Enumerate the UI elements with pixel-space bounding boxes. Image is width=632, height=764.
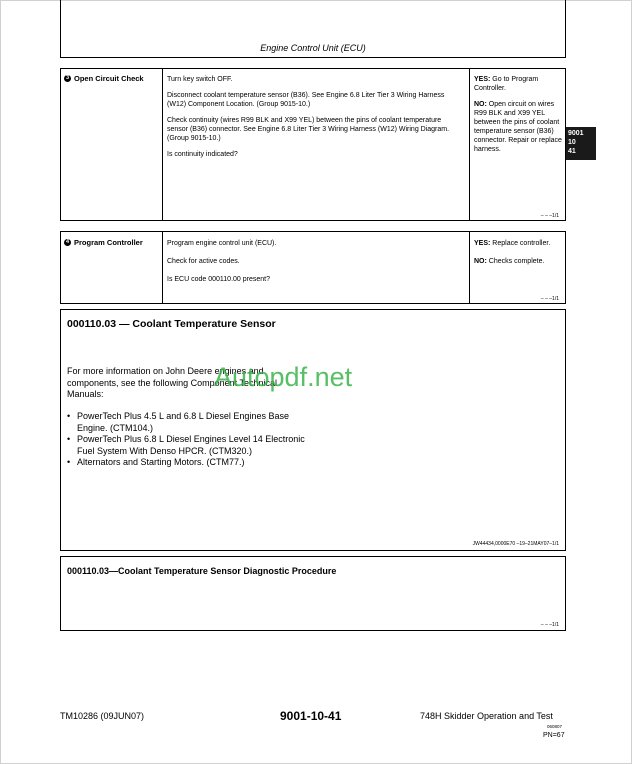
coolant-sensor-section bbox=[60, 309, 566, 551]
side-tab-group: 9001 bbox=[568, 130, 584, 137]
step-3-results bbox=[474, 75, 564, 161]
step-4-instruction: Is ECU code 000110.00 present? bbox=[167, 276, 270, 283]
list-item bbox=[67, 457, 317, 469]
diagnostic-procedure-section bbox=[60, 556, 566, 631]
step-3-col-divider-1 bbox=[162, 69, 163, 220]
step-3-number-icon: 3 bbox=[65, 75, 70, 81]
bullet-icon: • bbox=[67, 434, 71, 444]
manual-item: PowerTech Plus 4.5 L and 6.8 L Diesel Engines Base Engine. (CTM104.) bbox=[77, 411, 289, 433]
step-4-box bbox=[60, 231, 566, 304]
footer-title: 748H Skidder Operation and Test bbox=[420, 711, 553, 721]
step-3-no-text: Open circuit on wires R99 BLK and X99 YEL between the pins of coolant temperature sensor (B36) connector. Repair or replace harness. bbox=[474, 101, 562, 153]
footer-page-number: 9001-10-41 bbox=[280, 709, 342, 723]
step-3-title: Open Circuit Check bbox=[74, 74, 144, 83]
manual-item: PowerTech Plus 6.8 L Diesel Engines Level 14 Electronic Fuel System With Denso HPCR. (CTM320.) bbox=[77, 434, 305, 456]
section-reference: JW44434,0000E70 –19–21MAY07–1/1 bbox=[472, 541, 559, 547]
bullet-icon: • bbox=[67, 457, 71, 467]
procedure-continuation: – – –1/1 bbox=[540, 622, 559, 628]
step-4-no-result bbox=[474, 257, 564, 266]
procedure-title: 000110.03—Coolant Temperature Sensor Diagnostic Procedure bbox=[67, 566, 337, 576]
footer-date-code: 060807 bbox=[547, 724, 563, 729]
step-4-title: Program Controller bbox=[74, 238, 143, 247]
step-4-yes-text: Replace controller. bbox=[492, 240, 551, 247]
step-3-col-divider-2 bbox=[469, 69, 470, 220]
step-3-title-wrap bbox=[64, 74, 160, 84]
step-3-instructions bbox=[167, 75, 463, 166]
yes-label: YES: bbox=[474, 76, 491, 83]
step-4-results bbox=[474, 239, 564, 273]
section-title: 000110.03 — Coolant Temperature Sensor bbox=[67, 318, 276, 330]
step-4-instruction: Program engine control unit (ECU). bbox=[167, 240, 277, 247]
footer-pn: PN=67 bbox=[543, 732, 565, 739]
step-4-continuation: – – –1/1 bbox=[540, 296, 559, 302]
section-side-tab bbox=[566, 127, 596, 160]
side-tab-section: 10 bbox=[568, 139, 576, 146]
section-intro: For more information on John Deere engines and components, see the following Component Technical Manuals: bbox=[67, 366, 277, 399]
step-4-col-divider-1 bbox=[162, 232, 163, 303]
manual-item: Alternators and Starting Motors. (CTM77.) bbox=[77, 457, 245, 467]
list-item bbox=[67, 411, 317, 434]
step-4-instructions bbox=[167, 239, 463, 291]
watermark: Autopdf.net bbox=[214, 362, 353, 392]
step-4-title-wrap bbox=[64, 238, 160, 248]
step-3-instruction: Turn key switch OFF. bbox=[167, 76, 233, 83]
side-tab-page: 41 bbox=[568, 148, 576, 155]
step-3-continuation: – – –1/1 bbox=[540, 213, 559, 219]
step-3-yes-result bbox=[474, 75, 564, 93]
step-4-no-text: Checks complete. bbox=[488, 258, 545, 265]
step-3-instruction: Disconnect coolant temperature sensor (B36). See Engine 6.8 Liter Tier 3 Wiring Harness (W12) Component Location. (Group 9015-10.) bbox=[167, 92, 445, 108]
step-4-yes-result bbox=[474, 239, 564, 248]
step-4-number-icon: 4 bbox=[65, 239, 70, 245]
footer-manual-id: TM10286 (09JUN07) bbox=[60, 711, 145, 721]
step-3-box bbox=[60, 68, 566, 221]
yes-label: YES: bbox=[474, 240, 491, 247]
step-3-yes-text: Go to Program Controller. bbox=[474, 76, 539, 92]
step-4-col-divider-2 bbox=[469, 232, 470, 303]
manual-list bbox=[67, 411, 317, 469]
page-header-title: Engine Control Unit (ECU) bbox=[260, 43, 366, 53]
list-item bbox=[67, 434, 317, 457]
bullet-icon: • bbox=[67, 411, 71, 421]
step-4-instruction: Check for active codes. bbox=[167, 258, 240, 265]
step-3-no-result bbox=[474, 100, 564, 154]
no-label: NO: bbox=[474, 101, 487, 108]
no-label: NO: bbox=[474, 258, 487, 265]
step-3-instruction: Check continuity (wires R99 BLK and X99 YEL) between the pins of coolant temperature sensor (B36) connector. See Engine 6.8 Liter Tier 3 Wiring Harness (W12) Wiring Diagram. (Group 9015-10.) bbox=[167, 117, 450, 142]
header-bottom-rule bbox=[60, 57, 566, 58]
step-3-instruction: Is continuity indicated? bbox=[167, 151, 238, 158]
